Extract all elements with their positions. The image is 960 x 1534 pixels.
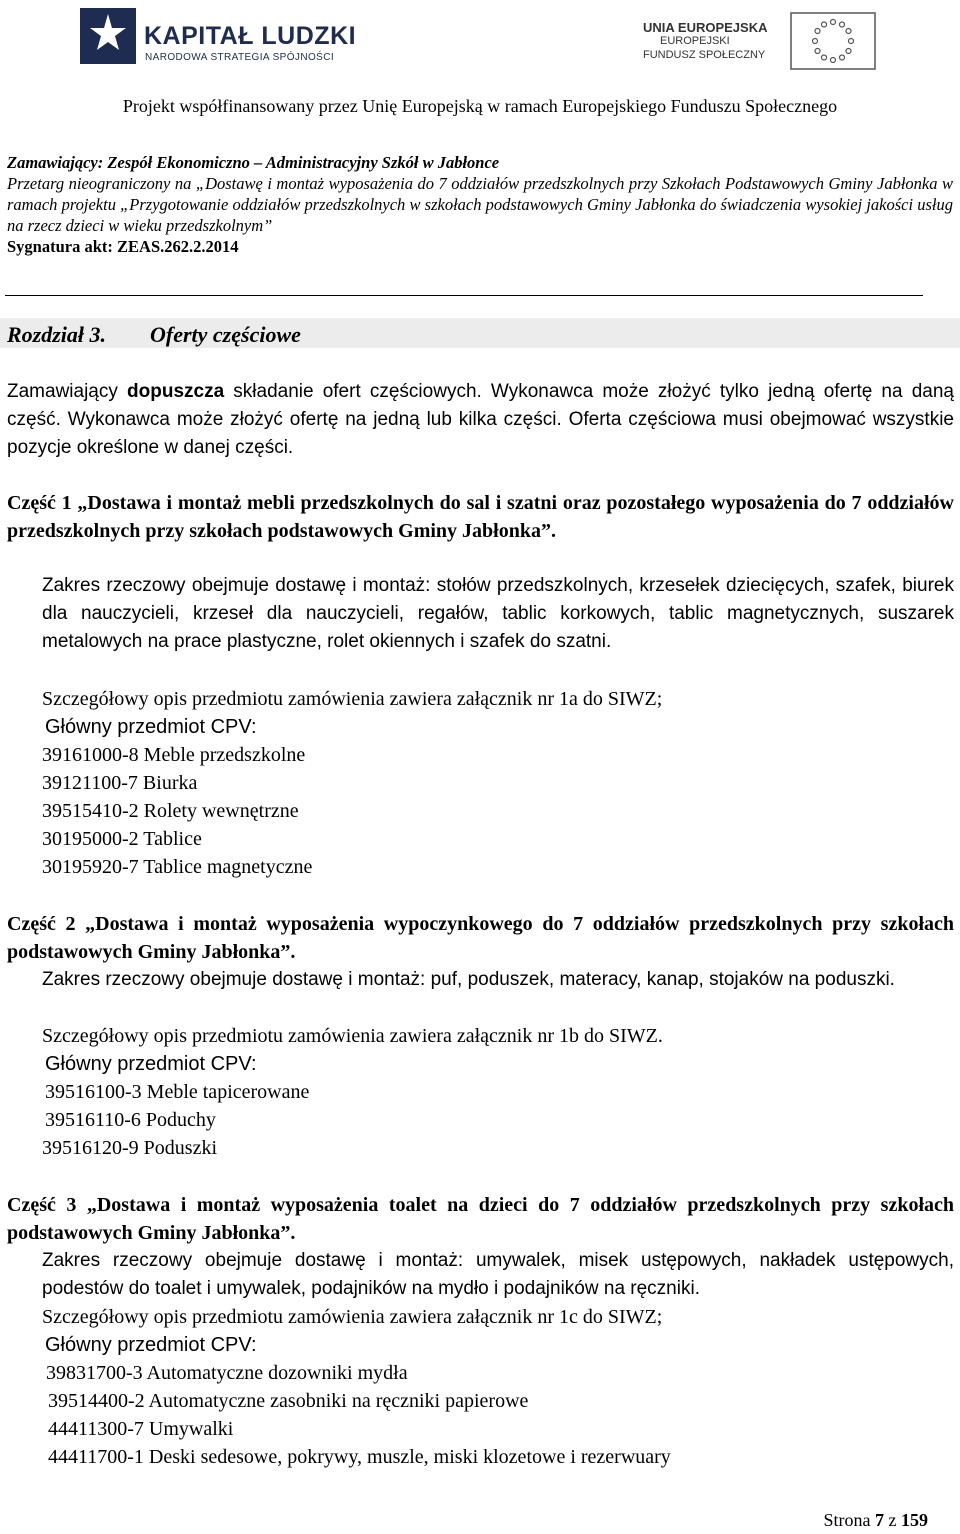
part2-cpv-item: 39516110-6 Poduchy <box>45 1109 216 1131</box>
eu-flag-icon <box>790 12 876 70</box>
part1-cpv-label: Główny przedmiot CPV: <box>45 716 257 738</box>
page-number <box>824 1510 929 1531</box>
orderer-line: Zamawiający: Zespół Ekonomiczno – Administracyjny Szkół w Jabłonce <box>7 153 500 172</box>
tender-description: Przetarg nieograniczony na „Dostawę i montaż wyposażenia do 7 oddziałów przedszkolnych przy Szkołach Podstawowych Gminy Jabłonka w ramach projektu „Przygotowanie oddziałów przedszkolnych w szkołach podstawowych Gminy Jabłonka do świadczenia wysokiej jakości usług na rzecz dzieci w wieku przedszkolnym” <box>7 174 953 235</box>
footer-sep: z <box>888 1510 897 1530</box>
part2-cpv-label: Główny przedmiot CPV: <box>45 1053 257 1075</box>
part2-cpv-item: 39516100-3 Meble tapicerowane <box>45 1081 310 1103</box>
logo-right-line1: UNIA EUROPEJSKA <box>643 20 768 35</box>
part1-cpv-item: 30195000-2 Tablice <box>42 828 202 850</box>
part3-cpv-item: 39831700-3 Automatyczne dozowniki mydła <box>46 1362 408 1384</box>
intro-paragraph <box>7 378 954 462</box>
logo-right-line2: EUROPEJSKI <box>660 35 730 47</box>
intro-bold: dopuszcza <box>127 381 225 402</box>
header-divider <box>5 295 923 296</box>
part3-heading: Część 3 „Dostawa i montaż wyposażenia toalet na dzieci do 7 oddziałów przedszkolnych przy szkołach podstawowych Gminy Jabłonka”. <box>7 1194 954 1244</box>
part3-scope: Zakres rzeczowy obejmuje dostawę i montaż: umywalek, misek ustępowych, nakładek ustępowych, podestów do toalet i umywalek, podajników na mydło i podajników na ręczniki. <box>42 1250 954 1299</box>
part3-cpv-item: 39514400-2 Automatyczne zasobniki na ręczniki papierowe <box>48 1390 529 1412</box>
footer-page: 7 <box>875 1510 884 1530</box>
chapter-number: Rozdział 3. <box>7 322 107 347</box>
part1-heading: Część 1 „Dostawa i montaż mebli przedszkolnych do sal i szatni oraz pozostałego wyposażenia do 7 oddziałów przedszkolnych przy szkołach podstawowych Gminy Jabłonka”. <box>7 492 954 542</box>
part1-scope: Zakres rzeczowy obejmuje dostawę i montaż: stołów przedszkolnych, krzesełek dziecięcych, szafek, biurek dla nauczycieli, krzeseł dla nauczycieli, regałów, tablic korkowych, tablic magnetycznych, suszarek metalowych na prace plastyczne, rolet okiennych i szafek do szatni. <box>42 575 954 652</box>
part2-cpv-item: 39516120-9 Poduszki <box>42 1137 217 1159</box>
logo-left-subtitle: NARODOWA STRATEGIA SPÓJNOŚCI <box>145 52 335 63</box>
part1-detail: Szczegółowy opis przedmiotu zamówienia zawiera załącznik nr 1a do SIWZ; <box>42 688 663 710</box>
part1-cpv-item: 39515410-2 Rolety wewnętrzne <box>42 800 299 822</box>
part3-cpv-item: 44411300-7 Umywalki <box>48 1418 234 1440</box>
part1-cpv-item: 39121100-7 Biurka <box>42 772 198 794</box>
chapter-title: Oferty częściowe <box>150 322 301 347</box>
part2-scope: Zakres rzeczowy obejmuje dostawę i montaż: puf, poduszek, materacy, kanap, stojaków na poduszki. <box>42 969 895 990</box>
part2-detail: Szczegółowy opis przedmiotu zamówienia zawiera załącznik nr 1b do SIWZ. <box>42 1025 663 1047</box>
logo-left-title: KAPITAŁ LUDZKI <box>144 22 357 50</box>
footer-total: 159 <box>901 1510 928 1530</box>
project-cofinancing-line: Projekt współfinansowany przez Unię Europejską w ramach Europejskiego Funduszu Społecznego <box>122 96 838 116</box>
logo-right-line3: FUNDUSZ SPOŁECZNY <box>643 49 766 61</box>
intro-text-2: składanie ofert częściowych. Wykonawca może złożyć tylko jedną ofertę na daną część. Wykonawca może złożyć ofertę na jedną lub kilka części. Oferta częściowa musi obejmować wszystkie pozycje określone w danej części. <box>7 381 954 458</box>
chapter-heading <box>0 318 960 348</box>
part3-cpv-label: Główny przedmiot CPV: <box>45 1334 257 1356</box>
part3-detail: Szczegółowy opis przedmiotu zamówienia zawiera załącznik nr 1c do SIWZ; <box>42 1306 663 1328</box>
part1-cpv-item: 39161000-8 Meble przedszkolne <box>42 744 306 766</box>
intro-text-1: Zamawiający <box>7 381 128 402</box>
part1-cpv-item: 30195920-7 Tablice magnetyczne <box>42 856 313 878</box>
signature-line: Sygnatura akt: ZEAS.262.2.2014 <box>7 237 239 256</box>
footer-label: Strona <box>823 1510 871 1530</box>
part2-heading: Część 2 „Dostawa i montaż wyposażenia wypoczynkowego do 7 oddziałów przedszkolnych przy szkołach podstawowych Gminy Jabłonka”. <box>7 913 954 963</box>
part3-cpv-item: 44411700-1 Deski sedesowe, pokrywy, muszle, miski klozetowe i rezerwuary <box>48 1446 671 1468</box>
